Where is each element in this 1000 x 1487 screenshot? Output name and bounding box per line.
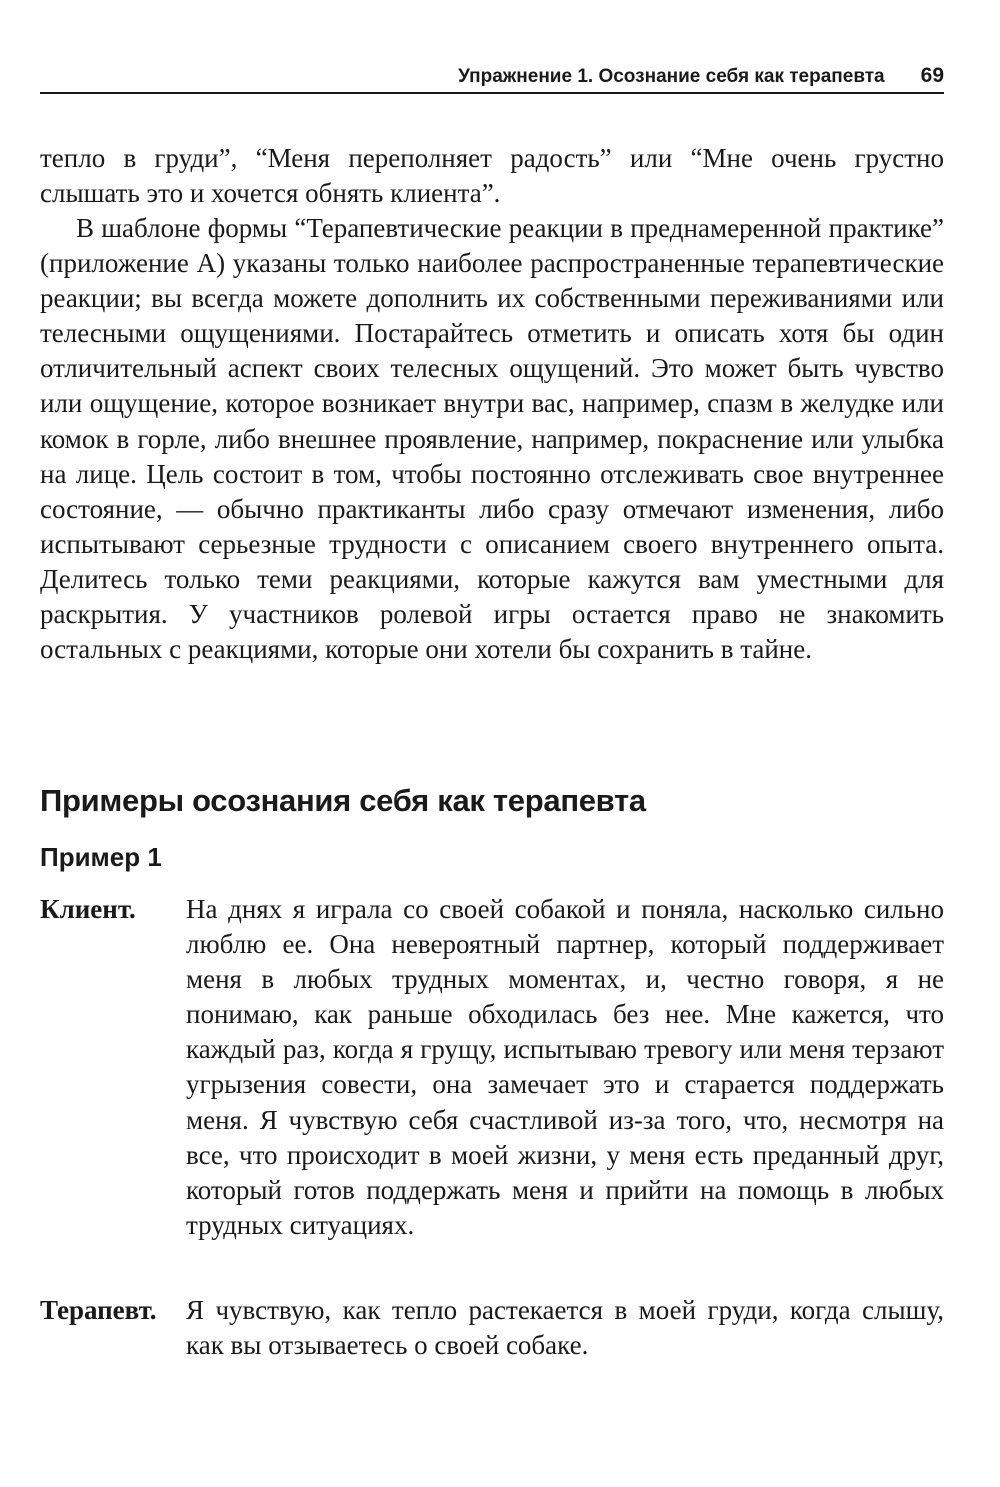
speaker-client: Клиент. [40,894,136,924]
paragraph-continuation: тепло в груди”, “Меня переполняет радость” или “Мне очень грустно слышать это и хочется обнять клиента”. [40,143,944,209]
running-head-title: Упражнение 1. Осознание себя как терапевта [458,66,885,87]
speech-therapist: Я чувствую, как тепло растекается в моей груди, когда слышу, как вы отзываетесь о своей собаке. [186,1295,944,1361]
page-number: 69 [920,64,944,87]
speaker-therapist: Терапевт. [40,1295,157,1325]
section-heading: Примеры осознания себя как терапевта [40,783,646,818]
example-subheading: Пример 1 [40,842,162,872]
running-head [40,58,944,94]
speech-client: На днях я играла со своей собакой и поняла, насколько сильно люблю ее. Она невероятный партнер, который поддерживает меня в любых трудных моментах, и, честно говоря, я не понимаю, как раньше обходилась без нее. Мне кажется, что каждый раз, когда я грущу, испытываю тревогу или меня терзают угрызения совести, она замечает это и старается поддержать меня. Я чувствую себя счастливой из-за того, что, несмотря на все, что происходит в моей жизни, у меня есть преданный друг, который готов поддержать меня и прийти на помощь в любых трудных ситуациях. [186,894,944,1240]
paragraph-main: В шаблоне формы “Терапевтические реакции в преднамеренной практике” (приложение А) указаны только наиболее распространенные терапевтические реакции; вы всегда можете дополнить их собственными переживаниями или телесными ощущениями. Постарайтесь отметить и описать хотя бы один отличительный аспект своих телесных ощущений. Это может быть чувство или ощущение, которое возникает внутри вас, например, спазм в желудке или комок в горле, либо внешнее проявление, например, покраснение или улыбка на лице. Цель состоит в том, чтобы постоянно отслеживать свое внутреннее состояние, — обычно практиканты либо сразу отмечают изменения, либо испытывают серьезные трудности с описанием своего внутреннего опыта. Делитесь только теми реакциями, которые кажутся вам уместными для раскрытия. У участников ролевой игры остается право не знакомить остальных с реакциями, которые они хотели бы сохранить в тайне. [40,213,944,665]
